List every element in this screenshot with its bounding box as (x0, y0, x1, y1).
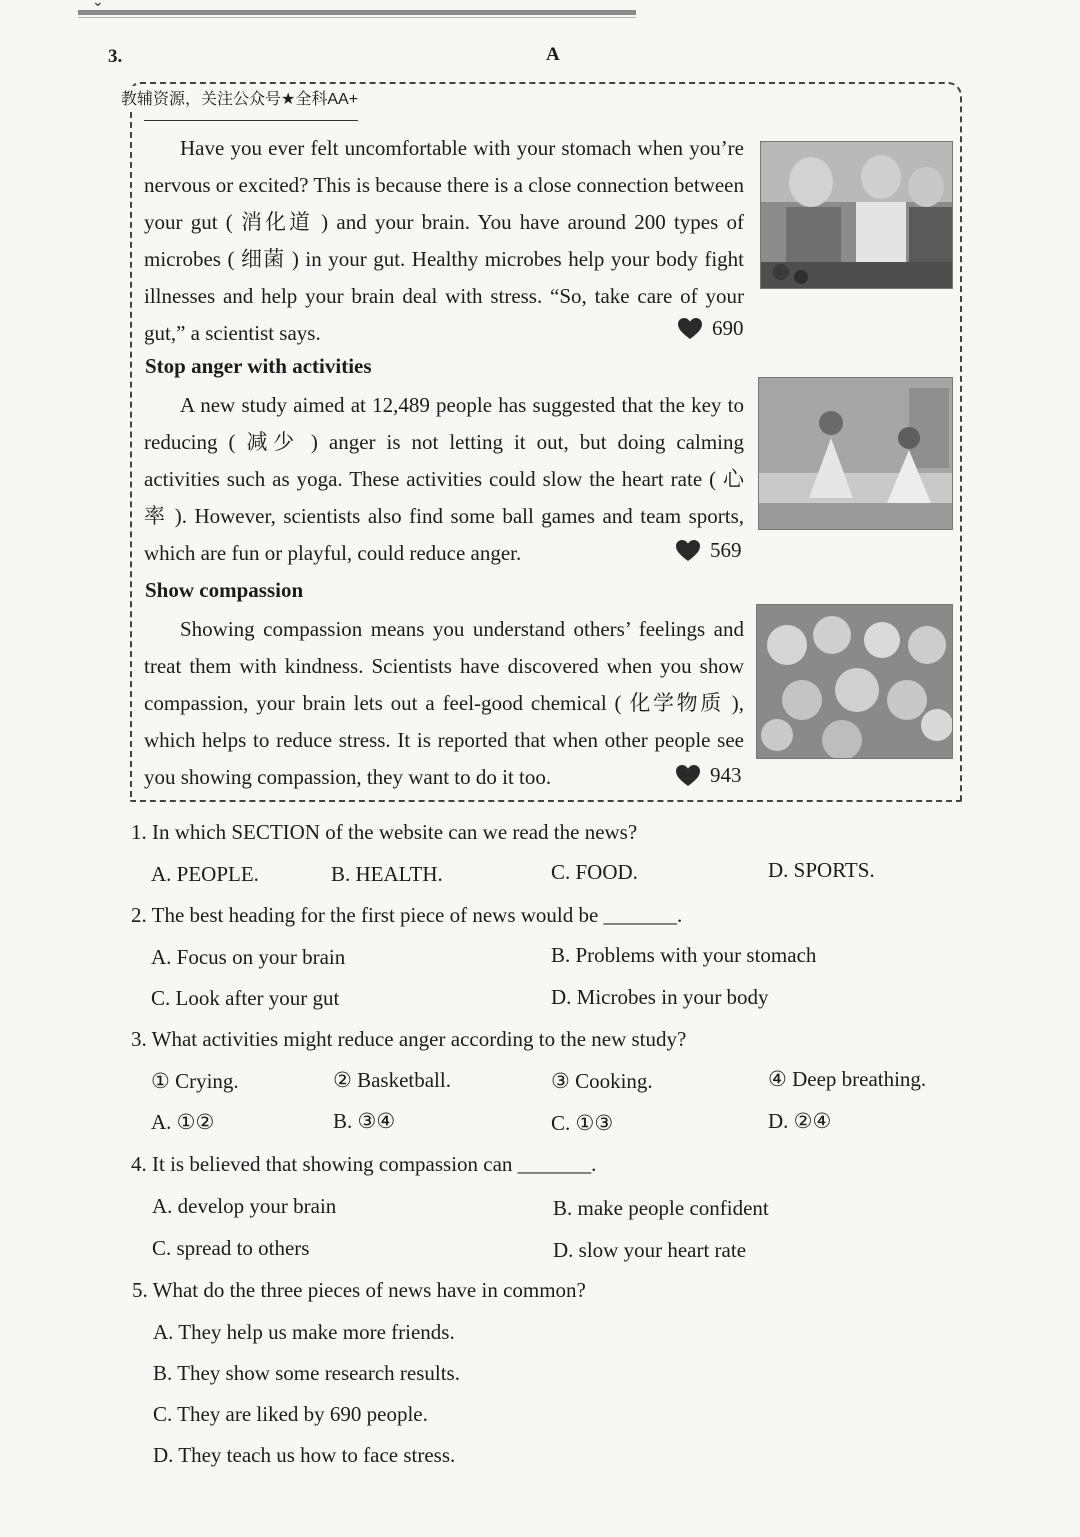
chevron-down-icon: ⌄ (92, 0, 104, 10)
q5-option-d[interactable]: D. They teach us how to face stress. (153, 1443, 456, 1467)
q3-item-2: ② Basketball. (333, 1068, 451, 1092)
q1-option-b[interactable]: B. HEALTH. (331, 862, 443, 886)
news-3-paragraph: Showing compassion means you understand others’ feelings and treat them with kindness. Scientists have discovered when you show compassion, your brain lets out a feel-good chemical ( 化学物质 ), which helps to reduce stress. It is reported that when other people see you showing compassion, they want to do it too. (144, 617, 744, 789)
q2-option-d[interactable]: D. Microbes in your body (551, 985, 769, 1009)
q4-option-c[interactable]: C. spread to others (152, 1236, 310, 1260)
q4-option-b[interactable]: B. make people confident (553, 1196, 769, 1220)
question-2-stem: 2. The best heading for the first piece of news would be _______. (131, 903, 683, 927)
question-4-stem: 4. It is believed that showing compassion can _______. (131, 1152, 597, 1176)
q3-item-3: ③ Cooking. (551, 1069, 653, 1093)
q3-option-b[interactable]: B. ③④ (333, 1109, 396, 1133)
watermark-underline (144, 120, 358, 121)
question-5-stem: 5. What do the three pieces of news have in common? (132, 1278, 586, 1302)
news-2-paragraph: A new study aimed at 12,489 people has suggested that the key to reducing ( 减少 ) anger is not letting it out, but doing calming activities such as yoga. These activities could slow the heart rate ( 心率 ). However, scientists also find some ball games and team sports, which are fun or playful, could reduce anger. (144, 393, 744, 565)
news-1-paragraph: Have you ever felt uncomfortable with your stomach when you’re nervous or excited? This is because there is a close connection between your gut ( 消化道 ) and your brain. You have around 200 types of microbes ( 细菌 ) in your gut. Healthy microbes help your body fight illnesses and help your brain deal with stress. “So, take care of your gut,” a scientist says. (144, 136, 744, 345)
likes-count: 690 (712, 316, 744, 340)
part-label: A (546, 44, 560, 65)
q4-option-a[interactable]: A. develop your brain (152, 1194, 337, 1218)
likes-count: 569 (710, 538, 742, 562)
q1-option-d[interactable]: D. SPORTS. (768, 858, 875, 882)
scan-top-border-thin (78, 17, 636, 18)
likes-count: 943 (710, 763, 742, 787)
heart-icon (676, 540, 700, 562)
photo-yoga (758, 377, 953, 530)
news-2-likes[interactable] (676, 538, 742, 563)
heart-icon (676, 765, 700, 787)
q3-item-4: ④ Deep breathing. (768, 1067, 927, 1091)
photo-family-eating (760, 141, 953, 289)
q3-option-a[interactable]: A. ①② (151, 1110, 215, 1134)
question-number: 3. (108, 46, 123, 67)
scan-top-border (78, 10, 636, 15)
news-3-heading: Show compassion (145, 578, 304, 602)
q1-option-c[interactable]: C. FOOD. (551, 860, 638, 884)
q3-option-d[interactable]: D. ②④ (768, 1109, 832, 1133)
news-1-likes[interactable] (678, 316, 744, 341)
question-1-stem: 1. In which SECTION of the website can we read the news? (131, 820, 638, 844)
question-3-stem: 3. What activities might reduce anger according to the new study? (131, 1027, 687, 1051)
q2-option-c[interactable]: C. Look after your gut (151, 986, 340, 1010)
q4-option-d[interactable]: D. slow your heart rate (553, 1238, 747, 1262)
q5-option-a[interactable]: A. They help us make more friends. (153, 1320, 455, 1344)
q1-option-a[interactable]: A. PEOPLE. (151, 862, 259, 886)
heart-icon (678, 318, 702, 340)
q5-option-c[interactable]: C. They are liked by 690 people. (153, 1402, 428, 1426)
q2-option-b[interactable]: B. Problems with your stomach (551, 943, 817, 967)
q2-option-a[interactable]: A. Focus on your brain (151, 945, 346, 969)
watermark-text: 教辅资源，关注公众号★全科AA+ (117, 86, 362, 109)
news-3-likes[interactable] (676, 763, 742, 788)
q5-option-b[interactable]: B. They show some research results. (153, 1361, 460, 1385)
photo-group-of-children (756, 604, 953, 759)
q3-option-c[interactable]: C. ①③ (551, 1111, 614, 1135)
q3-item-1: ① Crying. (151, 1069, 239, 1093)
news-2-heading: Stop anger with activities (145, 354, 372, 378)
